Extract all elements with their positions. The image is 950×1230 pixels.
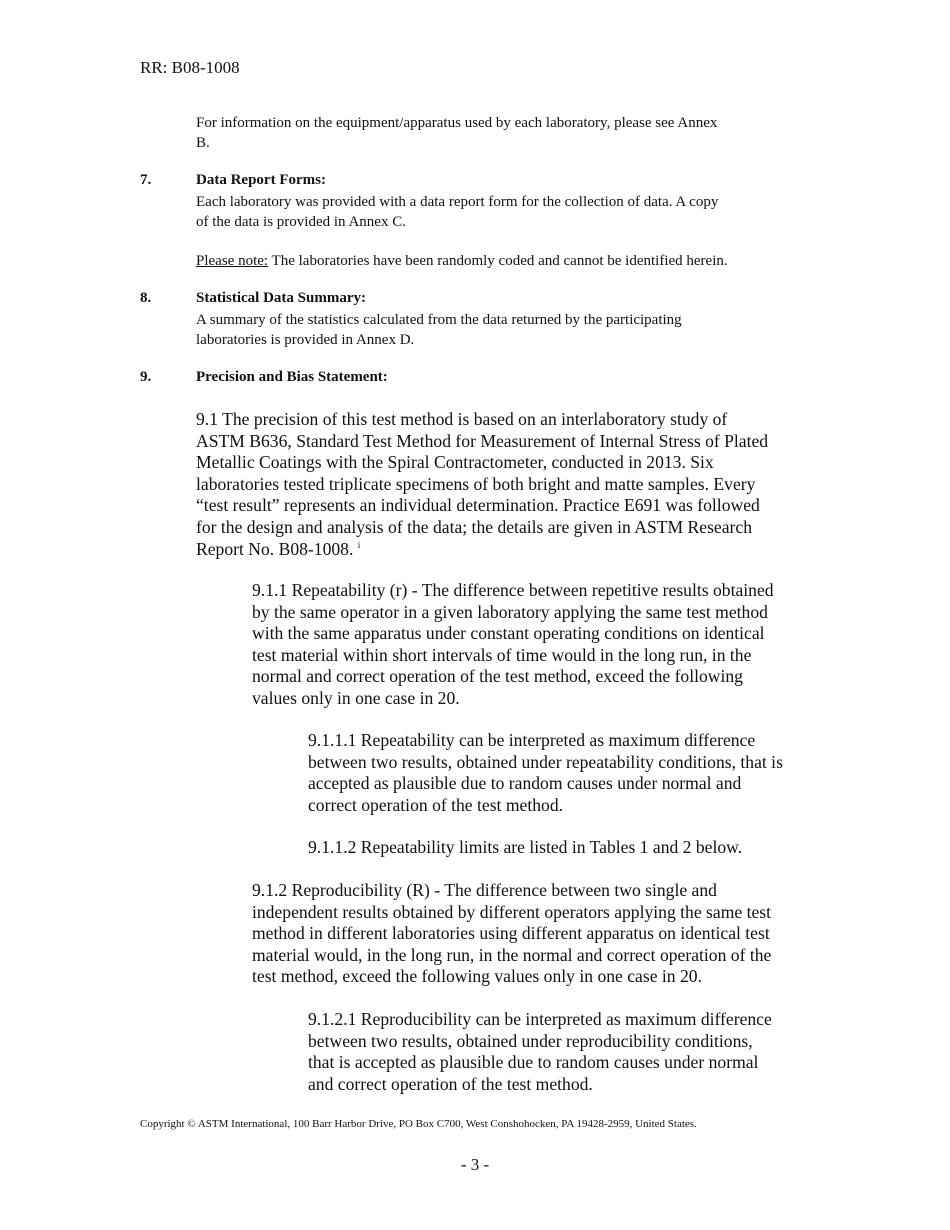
text-line: A summary of the statistics calculated from the data returned by the participating [196,312,682,328]
section-9-title: Precision and Bias Statement: [196,369,388,385]
text-line: 9.1.1.1 Repeatability can be interpreted as maximum difference [308,730,756,750]
text-line: Each laboratory was provided with a data report form for the collection of data. A copy [196,194,719,210]
text-line: 9.1.1 Repeatability (r) - The difference between repetitive results obtained [252,580,774,600]
text-line: 9.1.2.1 Reproducibility can be interpreted as maximum difference [308,1009,772,1029]
text-line: material would, in the long run, in the normal and correct operation of the [252,944,772,965]
text-line: accepted as plausible due to random causes under normal and [308,773,742,794]
text-line: 9.1.1.2 Repeatability limits are listed in Tables 1 and 2 below. [308,837,743,857]
footnote-marker: i [357,539,361,550]
text-line: values only in one case in 20. [252,687,460,708]
text-line: 9.1.2 Reproducibility (R) - The difference between two single and [252,880,717,900]
text-line: with the same apparatus under constant operating conditions on identical [252,623,765,644]
text-line: independent results obtained by different operators applying the same test [252,901,772,922]
text-line: laboratories is provided in Annex D. [196,332,415,348]
text-line: “test result” represents an individual determination. Practice E691 was followed [196,495,760,516]
text-line: and correct operation of the test method. [308,1073,593,1094]
text-line: correct operation of the test method. [308,794,564,815]
section-8-title: Statistical Data Summary: [196,290,366,306]
text-line: test method, exceed the following values only in one case in 20. [252,966,702,987]
text-line: between two results, obtained under repeatability conditions, that is [308,751,783,772]
page-number: - 3 - [460,1155,490,1174]
text-line: For information on the equipment/apparatus used by each laboratory, please see Annex [196,115,718,131]
paragraph-9-1-2-1 [308,1009,772,1095]
text-line: Metallic Coatings with the Spiral Contractometer, conducted in 2013. Six [196,452,714,473]
section-7-title: Data Report Forms: [196,172,326,188]
text-line: ASTM B636, Standard Test Method for Measurement of Internal Stress of Plated [196,430,769,451]
paragraph-9-1-1-1 [308,730,783,816]
text-line: method in different laboratories using different apparatus on identical test [252,923,770,944]
section-7-number: 7. [140,172,152,188]
text-line: normal and correct operation of the test method, exceed the following [252,666,743,687]
paragraph-9-1-1 [252,580,774,710]
copyright-footer: Copyright © ASTM International, 100 Barr Harbor Drive, PO Box C700, West Conshohocken, PA 19428-2959, United States. [140,1118,697,1130]
section-7-body [196,192,718,232]
text-line: by the same operator in a given laboratory applying the same test method [252,601,768,622]
paragraph-9-1-2 [252,880,771,988]
section-8-body [196,310,682,350]
note-text: The laboratories have been randomly coded and cannot be identified herein. [268,253,728,269]
report-id-header: RR: B08-1008 [140,58,240,77]
paragraph-9-1 [196,409,768,560]
report-reference: Report No. B08-1008. [196,538,354,559]
text-line: of the data is provided in Annex C. [196,214,406,230]
paragraph-9-1-1-2 [308,837,742,859]
note-label: Please note: [196,253,269,269]
text-line: laboratories tested triplicate specimens of both bright and matte samples. Every [196,473,756,494]
section-9-number: 9. [140,369,152,385]
text-line: test material within short intervals of time would in the long run, in the [252,644,752,665]
text-line [196,539,768,561]
equipment-note [196,113,717,153]
text-line: for the design and analysis of the data; the details are given in ASTM Research [196,516,752,537]
text-line: that is accepted as plausible due to random causes under normal [308,1052,759,1073]
text-line: B. [196,135,210,151]
section-7-note [196,251,728,271]
text-line: between two results, obtained under reproducibility conditions, [308,1030,753,1051]
section-8-number: 8. [140,290,152,306]
text-line: 9.1 The precision of this test method is based on an interlaboratory study of [196,409,728,429]
